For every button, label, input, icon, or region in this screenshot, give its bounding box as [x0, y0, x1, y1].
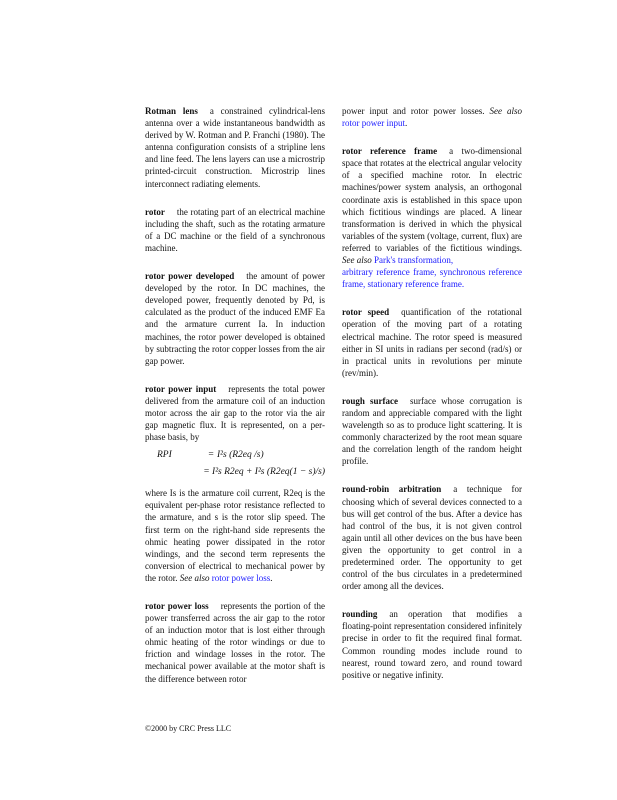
definition: a two-dimensional space that rotates at the electrical angular velocity of a specified machine rotor. In electric machines/power system analysis, an orthogonal coordinate axis is established in this space upon which fictitious windings are placed. A linear transformation is derived in which the physical variables of the system (voltage, current, flux) are referred to variables of the fictitious windings.: [342, 146, 522, 253]
term: rounding: [342, 609, 378, 620]
entry-rotor-reference-frame: [342, 145, 522, 290]
link-parks-transformation[interactable]: Park's transformation,: [374, 255, 454, 266]
entry-rotor-power-input: rotor power input represents the total power delivered from the armature coil of an induction motor across the air gap to the rotor via the air gap magnetic flux. It is represented, on a per-phase basis, by RPI = I²s (R2eq /s) = I²s R2eq + I²s (R2eq(1 − s)/s) where Is is the armature coil current, R2eq is the equivalent per-phase rotor resistance reflected to the armature, and s is the rotor slip speed. The first term on the right-hand side represents the ohmic heating power dissipated in the rotor windings, and the second term represents the conversion of electrical to mechanical power by the rotor. See also rotor power loss.: [145, 383, 325, 583]
definition: a constrained cylindrical-lens antenna over a wide instantaneous bandwidth as derived by W. Rotman and P. Franchi (1980). The antenna configuration consists of a stripline lens and line feed. The lens layers can use a microstrip printed-circuit construction. Microstrip lines interconnect radiating elements.: [145, 106, 325, 189]
term: rotor: [145, 206, 165, 217]
formula-line-2: I²s R2eq + I²s (R2eq(1 − s)/s): [212, 467, 325, 478]
entry-rotman-lens: [145, 105, 325, 190]
definition: represents the total power delivered from the armature coil of an induction motor across the air gap to the rotor via the air gap magnetic flux. It is represented, on a per-phase basis, by: [145, 383, 325, 443]
definition: represents the portion of the power transferred across the air gap to the rotor of an induction motor that is lost either through ohmic heating of the rotor windings or due to friction and windage losses in the rotor. The mechanical power available at the motor shaft is the difference between rotor: [145, 601, 326, 684]
entry-round-robin-arbitration: [342, 483, 522, 592]
term: rotor speed: [342, 307, 390, 318]
definition: a technique for choosing which of several devices connected to a bus will get control of the bus. After a device has had control of the bus, it is not given control again until all other devices on the bus have been given the opportunity to get control in a predetermined order. The opportunity to get control of the bus circulates in a predetermined order among all the devices.: [342, 484, 522, 592]
see-also: See also: [489, 106, 522, 116]
definition: an operation that modifies a floating-point representation considered infinitely precise in order to fit the required final format. Common rounding modes include round to nearest, round toward zero, and round toward positive or negative infinity.: [342, 609, 522, 680]
term: round-robin arbitration: [342, 484, 442, 495]
right-column: [342, 105, 522, 697]
formula-lhs: RPI: [157, 450, 172, 461]
entry-rotor-speed: [342, 306, 522, 379]
term: rotor power input: [145, 383, 217, 394]
definition: surface whose corrugation is random and appreciable compared with the light wavelength so as to produce light scattering. It is commonly characterized by the root mean square and the correlation length of the random height profile.: [342, 395, 522, 467]
entry-rough-surface: [342, 395, 522, 468]
formula-line-1: I²s (R2eq /s): [217, 450, 264, 461]
term: rough surface: [342, 395, 399, 406]
link-rotor-power-loss[interactable]: rotor power loss: [211, 572, 271, 583]
entry-rotor-power-loss: [145, 600, 325, 685]
copyright-footer: ©2000 by CRC Press LLC: [145, 724, 232, 733]
entry-continuation: power input and rotor power losses. See also rotor power input.: [342, 106, 522, 129]
entry-rotor-power-developed: [145, 270, 325, 367]
term: rotor power developed: [145, 271, 235, 282]
term: Rotman lens: [145, 106, 198, 116]
definition: the rotating part of an electrical machine including the shaft, such as the rotating armature of a DC machine or the field of a synchronous machine.: [145, 206, 325, 253]
term: rotor power loss: [145, 601, 209, 611]
definition: the amount of power developed by the rotor. In DC machines, the developed power, frequently denoted by Pd, is calculated as the product of the induced EMF Ea and the armature current Ia. In induction machines, the rotor power developed is obtained by subtracting the rotor copper losses from the air gap power.: [145, 271, 325, 366]
term: rotor reference frame: [342, 146, 438, 157]
entry-rotor: [145, 206, 325, 254]
link-reference-frames[interactable]: arbitrary reference frame, synchronous reference frame, stationary reference frame.: [342, 267, 522, 290]
definition: power input and rotor power losses.: [342, 106, 485, 116]
see-also: See also: [179, 572, 210, 583]
link-rotor-power-input[interactable]: rotor power input: [342, 118, 405, 129]
left-column: [145, 105, 325, 701]
definition-continued: where Is is the armature coil current, R2eq is the equivalent per-phase rotor resistance reflected to the armature, and s is the rotor slip speed. The first term on the right-hand side represents the ohmic heating power dissipated in the rotor windings, and the second term represents the conversion of electrical to mechanical power by the rotor.: [145, 488, 325, 583]
formula-rpi: RPI = I²s (R2eq /s) = I²s R2eq + I²s (R2eq(1 − s)/s): [157, 447, 325, 481]
definition: quantification of the rotational operation of the moving part of a rotating electrical machine. The rotor speed is measured either in SI units in radians per second (rad/s) or in practical units in revolutions per minute (rev/min).: [342, 307, 522, 378]
entry-rounding: [342, 608, 522, 681]
see-also: See also: [342, 255, 372, 266]
